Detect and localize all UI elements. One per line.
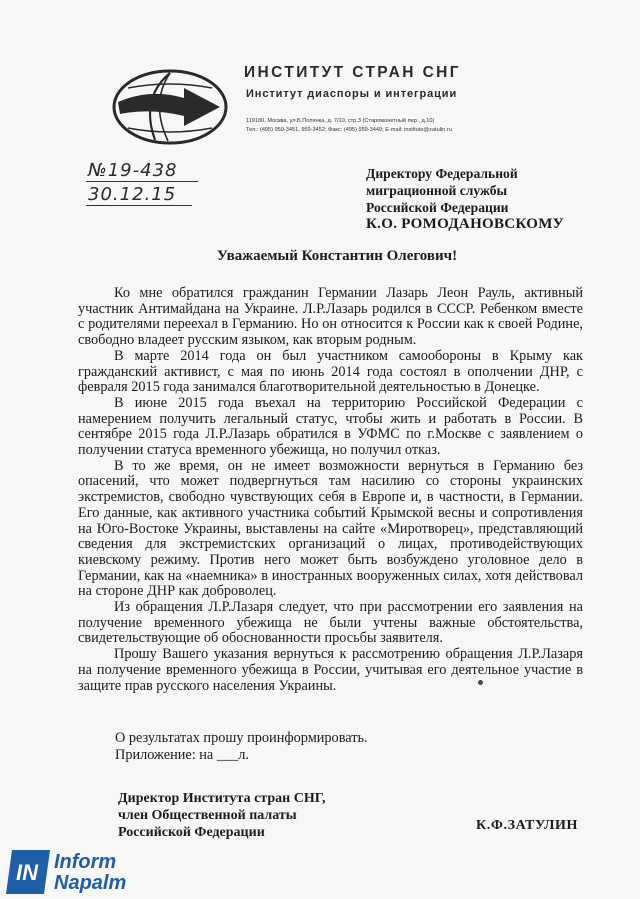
reference-number: №19-438 [88, 160, 178, 181]
body-paragraph: Прошу Вашего указания вернуться к рассмотрению обращения Л.Р.Лазаря на получение временного убежища в России, учитывая его деятельное участие в защите прав русского населения Украины. [78, 646, 583, 694]
body-paragraph: В марте 2014 года он был участником самообороны в Крыму как гражданский активист, с мая по июнь 2014 года состоял в ополчении ДНР, с февраля 2015 года занимался благотворительной деятельностью в Донецке. [78, 347, 583, 396]
informnapalm-logo-icon [6, 850, 50, 894]
body-paragraph: В июне 2015 года въехал на территорию Российской Федерации с намерением получить легальный статус, чтобы жить и работать в России. В сентябре 2015 года Л.Р.Лазарь обратился в УФМС по г.Москве с заявлением о получении статуса временного убежища, но получил отказ. [78, 394, 583, 459]
body-paragraph: В то же время, он не имеет возможности вернуться в Германию без опасений, что может подвергнуться там насилию со стороны украинских экстремистов, свободно чувствующих себя в Европе и, в частности, в Германии. Его данные, как активного участника событий Крымской весны и сопротивления на Юго-Востоке Украины, выставлены на сайте «Миротворец», представляющий сведения для экстремистских организаций о лицах, противодействующих киевскому режиму. Против него может быть возбуждено уголовное дело в Германии, как на «наемника» в иностранных вооруженных силах, хотя действовал на стороне ДНР как доброволец. [78, 457, 583, 600]
watermark-line: Inform [54, 851, 117, 873]
reference-underline [86, 181, 198, 182]
globe-arrow-logo-icon [110, 68, 230, 146]
signer-line: Российской Федерации [118, 825, 265, 840]
date-underline [86, 205, 192, 206]
addressee-line: миграционной службы [366, 183, 508, 198]
signer-line: Директор Института стран СНГ, [118, 791, 326, 806]
reference-date: 30.12.15 [88, 184, 177, 205]
signer-line: член Общественной палаты [118, 808, 297, 823]
body-paragraph: Из обращения Л.Р.Лазаря следует, что при рассмотрении его заявления на получение временного убежища не были учтены важные обстоятельства, свидетельствующие об обоснованности просьбы заявителя. [78, 599, 583, 647]
watermark-badge-text: IN [16, 860, 38, 885]
org-address: 119180, Москва, ул.Б.Полянка, д. 7/10, стр.3 (Старомонетный пер., д.10) [246, 118, 435, 124]
org-contacts: Тел.: (495) 959-3451, 959-3452; Факс: (495) 959-3449; E-mail: institute@zatulin.ru [246, 127, 452, 133]
addressee-line: Директору Федеральной [366, 166, 518, 181]
report-request: О результатах прошу проинформировать. [115, 730, 368, 746]
informnapalm-watermark [6, 850, 174, 896]
org-title: ИНСТИТУТ СТРАН СНГ [244, 64, 461, 81]
addressee-line: Российской Федерации [366, 200, 509, 215]
signer-title [118, 790, 326, 841]
letter-body [78, 286, 583, 694]
watermark-line: Napalm [54, 872, 127, 894]
signer-name: К.Ф.ЗАТУЛИН [476, 818, 579, 833]
addressee-block [366, 165, 564, 233]
org-subtitle: Институт диаспоры и интеграции [246, 88, 458, 100]
attachment-note: Приложение: на ___л. [115, 747, 250, 763]
stray-mark [478, 680, 483, 685]
addressee-name: К.О. РОМОДАНОВСКОМУ [366, 216, 564, 232]
salutation: Уважаемый Константин Олегович! [216, 248, 458, 264]
body-paragraph: Ко мне обратился гражданин Германии Лазарь Леон Рауль, активный участник Антимайдана на Украине. Л.Р.Лазарь родился в СССР. Ребенком вместе с родителями переехал в Германию. Но он относится к России как к своей Родине, свободно владеет русским языком, как вторым родным. [78, 285, 583, 349]
closing-block [115, 730, 368, 764]
